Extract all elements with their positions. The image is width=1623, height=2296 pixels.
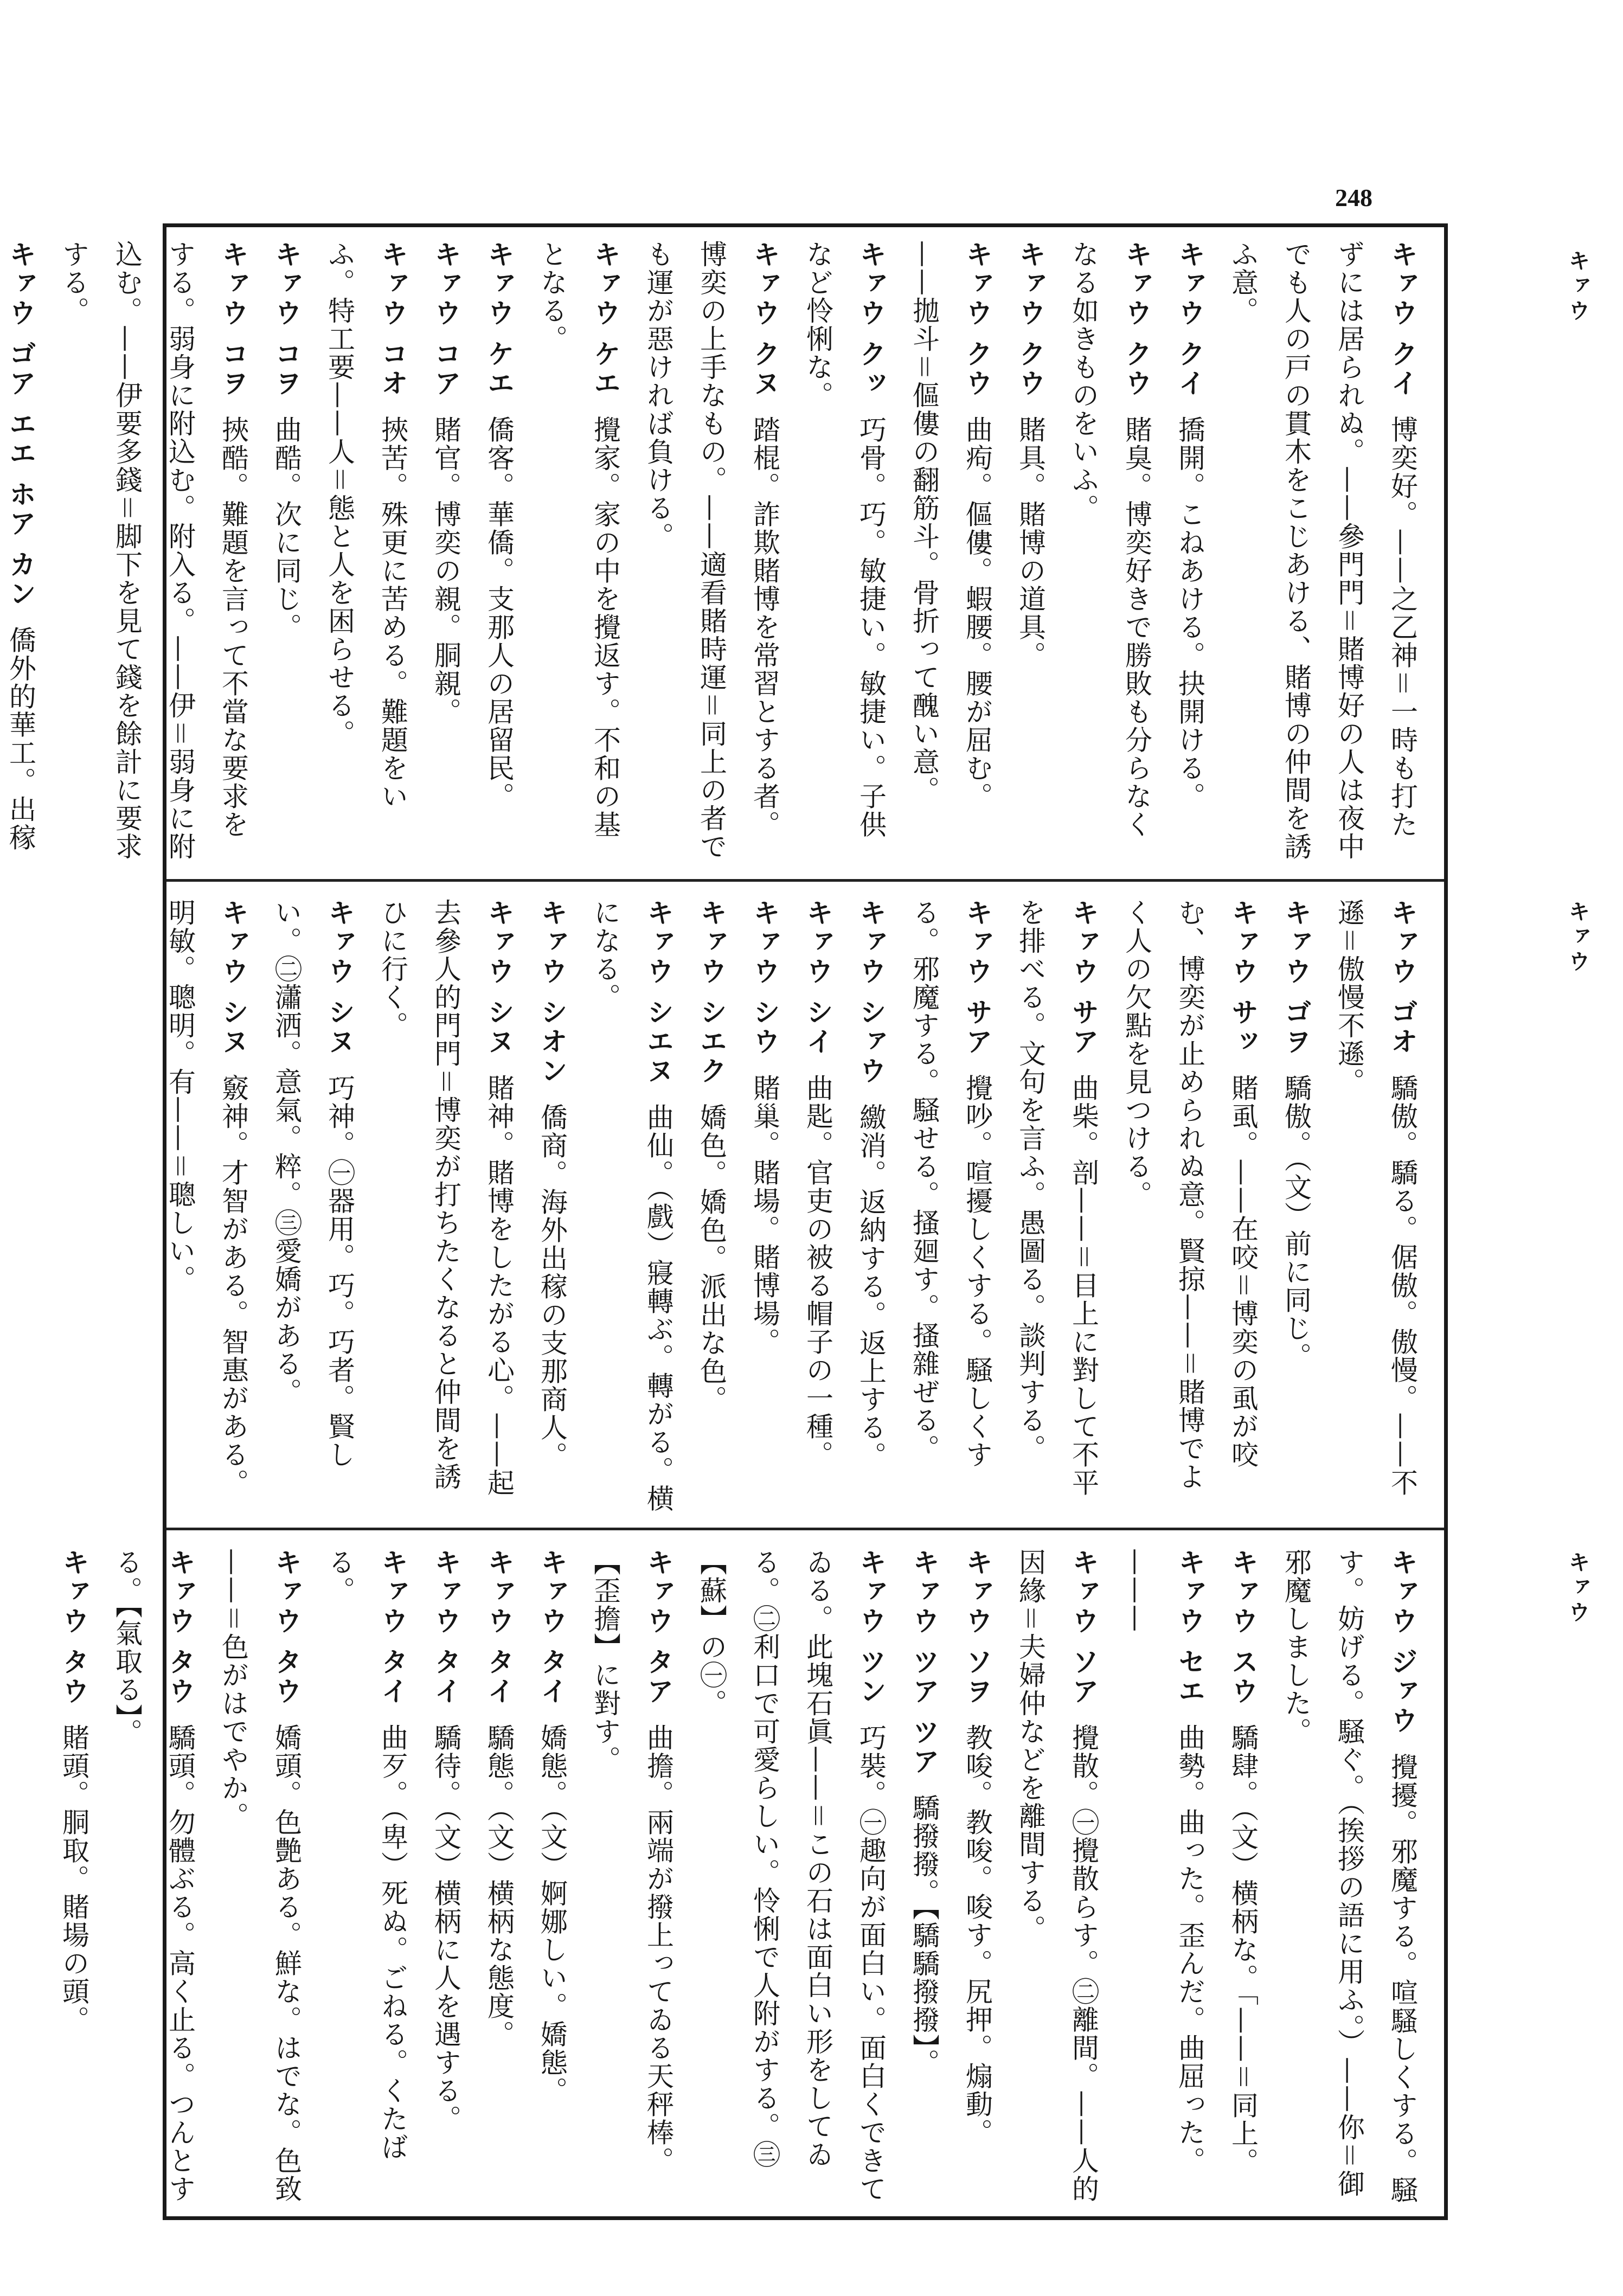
entry-headword: キァウ サア (961, 899, 993, 1057)
entry-headword: キァウ ゴア エエ ホア カン (5, 240, 37, 609)
running-head-middle: キァウ (1565, 900, 1590, 975)
entry-definition: 驕傲。驕る。倨傲。傲慢。——不遜＝傲慢不遜。 (1333, 899, 1418, 1497)
entry-definition: 驕傲。（文）前に同じ。 (1280, 1074, 1312, 1371)
dictionary-entry (1269, 899, 1323, 1513)
entry-definition: 曲柴。剖——＝目上に對して不平を排べる。文句を言ふ。愚圖る。談判する。 (1015, 899, 1099, 1497)
entry-headword: キァウ シヌ (217, 899, 249, 1057)
entry-headword: キァウ シァウ (855, 899, 887, 1086)
entry-headword: キァウ サア (1068, 899, 1100, 1057)
entry-headword: キァウ シヌ (483, 899, 515, 1057)
dictionary-entry (844, 899, 897, 1513)
entry-headword: キァウ ゴオ (1387, 899, 1419, 1057)
dictionary-entry (0, 240, 47, 866)
dictionary-entry (47, 1548, 100, 2207)
dictionary-entry (951, 1548, 1004, 2207)
page-number: 248 (1335, 184, 1372, 211)
entry-definition: 挾酷。難題を言って不當な要求をする。弱身に附込む。附入る。——伊＝弱身に附込む。——伊要多錢＝脚下を見て錢を餘計に要求する。 (58, 240, 249, 861)
entry-definition: 曲匙。官吏の被る帽子の一種。 (802, 1074, 833, 1469)
entry-headword: キァウ ケエ (589, 240, 621, 399)
entry-headword: キァウ クウ (1121, 240, 1153, 399)
entry-definition: 曲酷。次に同じ。 (271, 415, 302, 642)
entry-definition: 驕肆。（文）横柄な。「——＝同上。 (1227, 1723, 1259, 2176)
dictionary-entry (525, 899, 579, 1513)
entry-headword: キァウ シウ (749, 899, 781, 1057)
dictionary-entry (207, 1548, 313, 2207)
page-frame (5, 223, 1448, 2220)
entry-headword: キァウ ツア ツア (908, 1548, 940, 1776)
entry-definition: 驕待。（文）横柄に人を遇する。 (430, 1723, 461, 2133)
dictionary-entry (1163, 240, 1216, 866)
entry-column (164, 899, 1429, 1513)
entry-definition: 教唆。教唆。唆す。尻押。煽動。 (961, 1723, 993, 2147)
entry-definition: 賭虱。——在咬＝博奕の虱が咬む、博奕が止められぬ意。賢掠——＝賭博でよく人の欠點を見つける。 (1121, 899, 1259, 1491)
dictionary-entry (579, 899, 685, 1513)
dictionary-entry (1004, 1548, 1110, 2207)
dictionary-entry (1110, 1548, 1216, 2207)
entry-definition: 賭神。賭博をしたがる心。——起去參人的門門＝博奕が打ちたくなると仲間を誘ひに行く。 (377, 899, 515, 1497)
band-divider (166, 879, 1444, 882)
dictionary-entry (685, 899, 738, 1513)
entry-headword: キァウ タウ (164, 1548, 196, 1707)
entry-headword: キァウ タイ (377, 1548, 409, 1707)
entry-headword: キァウ クッ (855, 240, 887, 399)
entry-definition: 僑商。海外出稼の支那商人。 (536, 1103, 568, 1470)
dictionary-entry (260, 899, 366, 1513)
dictionary-entry (525, 240, 632, 866)
entry-headword: キァウ タウ (271, 1548, 303, 1707)
entry-definition: 驕撥撥。【驕驕撥撥】。 (908, 1793, 940, 2077)
dictionary-entry (47, 240, 260, 866)
entry-headword: キァウ タア (643, 1548, 675, 1707)
entry-headword: キァウ コヲ (217, 240, 249, 399)
entry-headword: キァウ コオ (377, 240, 409, 399)
entry-headword: キァウ ジァウ (1387, 1548, 1419, 1736)
dictionary-entry (100, 1548, 207, 2207)
entry-definition: 竅神。才智がある。智惠がある。明敏。聰明。有——＝聰しい。 (164, 899, 249, 1497)
entry-definition: 博奕好。——之乙神＝一時も打たずには居られぬ。——參門門＝賭博好の人は夜中でも人の戸の貫木をこじあける、賭博の仲間を誘ふ意。 (1227, 240, 1418, 861)
entry-definition: 曲歹。（卑）死ぬ。ごねる。くたばる。 (324, 1548, 408, 2162)
entry-definition: 僑客。華僑。支那人の居留民。 (483, 415, 515, 811)
dictionary-entry (1216, 1548, 1269, 2207)
entry-definition: 撟開。こねあける。抉開ける。 (1174, 415, 1205, 811)
dictionary-band-top (5, 227, 1444, 876)
entry-definition: 嬌態。（文）婀娜しい。嬌態。 (536, 1723, 568, 2105)
running-head-top: キァウ (1565, 249, 1590, 324)
entry-column (58, 1548, 1429, 2207)
dictionary-entry (1110, 899, 1269, 1513)
entry-definition: 賭臭。博奕好きで勝敗も分らなくなる如きものをいふ。 (1068, 240, 1152, 839)
entry-definition: 攪散。㊀攪散らす。㊁離間。——人的因緣＝夫婦仲などを離間する。 (1015, 1548, 1099, 2203)
entry-definition: 巧骨。巧。敏捷い。敏捷い。子供など怜悧な。 (802, 240, 887, 839)
dictionary-entry (791, 240, 897, 866)
entry-definition: 攪吵。喧擾しくする。騒しくする。邪魔する。騒せる。搔廻す。搔雜ぜる。 (908, 899, 993, 1469)
dictionary-entry (472, 1548, 525, 2207)
entry-definition: 挾苦。殊更に苦める。難題をいふ。特工要——人＝態と人を困らせる。 (324, 240, 408, 811)
dictionary-entry (897, 240, 1004, 866)
entry-definition: 賭頭。胴取。賭場の頭。 (58, 1723, 89, 2034)
entry-headword: キァウ シヌ (324, 899, 356, 1057)
dictionary-entry (313, 1548, 419, 2207)
entry-definition: 巧裝。㊀趣向が面白い。面白くできてゐる。此塊石眞——＝この石は面白い形をしてゐる。㊁利口で可愛らしい。怜悧で人附がする。㊂【蘇】の㊀。 (696, 1548, 887, 2203)
dictionary-entry (1057, 240, 1163, 866)
band-divider (166, 1528, 1444, 1530)
dictionary-entry (153, 899, 260, 1513)
dictionary-entry (579, 1548, 685, 2207)
entry-definition: 繳消。返納する。返上する。 (855, 1103, 887, 1470)
dictionary-entry (897, 899, 1004, 1513)
entry-headword: キァウ クイ (1174, 240, 1206, 399)
entry-headword: キァウ サッ (1227, 899, 1259, 1057)
dictionary-band-middle (166, 886, 1444, 1523)
entry-headword: キァウ シイ (802, 899, 834, 1057)
dictionary-band-bottom (58, 1535, 1444, 2216)
entry-definition: 曲擔。兩端が撥上ってゐる天秤棒。【歪擔】に對す。 (589, 1548, 674, 2175)
entry-definition: 賭巢。賭場。賭博場。 (749, 1074, 780, 1356)
entry-definition: 驕態。（文）横柄な態度。 (483, 1723, 515, 2049)
entry-headword: キァウ クウ (961, 240, 993, 399)
dictionary-entry (685, 1548, 897, 2207)
dictionary-entry (1004, 240, 1057, 866)
entry-headword: キァウ ゴヲ (1280, 899, 1312, 1057)
entry-definition: 曲仙。（戲）寢轉ぶ。轉がる。横になる。 (589, 899, 674, 1513)
entry-headword: キァウ ケエ (483, 240, 515, 399)
entry-definition: 賭具。賭博の道具。 (1015, 415, 1046, 670)
entry-definition: 驕頭。勿體ぶる。高く止る。つんとする。【氣取る】。 (111, 1548, 196, 2203)
dictionary-entry (525, 1548, 579, 2207)
dictionary-entry (1269, 1548, 1429, 2207)
dictionary-entry (366, 899, 525, 1513)
entry-headword: キァウ ソア (1068, 1548, 1100, 1707)
entry-definition: 嬌頭。色艶ある。鮮な。はでな。色致——＝色がはでやか。 (217, 1548, 302, 2203)
running-head-bottom: キァウ (1565, 1551, 1590, 1626)
dictionary-entry (632, 240, 791, 866)
entry-headword: キァウ コヲ (271, 240, 303, 399)
entry-headword: キァウ タイ (430, 1548, 462, 1707)
entry-headword: キァウ セエ (1174, 1548, 1206, 1707)
dictionary-entry (260, 240, 313, 866)
entry-headword: キァウ クウ (1015, 240, 1047, 399)
dictionary-entry (419, 240, 472, 866)
entry-headword: キァウ タイ (536, 1548, 568, 1707)
dictionary-entry (738, 899, 791, 1513)
entry-headword: キァウ タイ (483, 1548, 515, 1707)
dictionary-entry (1004, 899, 1110, 1513)
entry-definition: 巧神。㊀器用。巧。巧者。賢しい。㊁瀟洒。意氣。粹。㊂愛嬌がある。 (271, 899, 355, 1469)
dictionary-entry (791, 899, 844, 1513)
entry-headword: キァウ シエク (696, 899, 728, 1086)
entry-headword: キァウ クヌ (749, 240, 781, 399)
entry-column (5, 240, 1429, 866)
entry-headword: キァウ コア (430, 240, 462, 399)
entry-headword: キァウ シオン (536, 899, 568, 1086)
entry-definition: 僑外的華工。出稼 (5, 626, 36, 852)
entry-definition: 攪擾。邪魔する。喧騷しくする。騒す。妨げる。騒ぐ。（挨拶の語に用ふ。）——你＝御邪魔しました。 (1280, 1548, 1418, 2204)
entry-headword: キァウ タウ (58, 1548, 90, 1707)
dictionary-entry (419, 1548, 472, 2207)
entry-definition: 踏棍。詐欺賭博を常習とする者。博奕の上手なもの。——適看賭時運＝同上の者でも運が惡ければ負ける。 (643, 240, 780, 861)
entry-headword: キァウ ソヲ (961, 1548, 993, 1707)
dictionary-entry (1216, 240, 1429, 866)
entry-headword: キァウ クイ (1387, 240, 1419, 399)
entry-headword: キァウ シエヌ (643, 899, 675, 1086)
dictionary-entry (1323, 899, 1429, 1513)
dictionary-entry (472, 240, 525, 866)
entry-definition: 攪家。家の中を攪返す。不和の基となる。 (536, 240, 621, 839)
dictionary-entry (313, 240, 419, 866)
entry-headword: キァウ スウ (1227, 1548, 1259, 1707)
entry-definition: 曲勢。曲った。歪んだ。曲屈った。——— (1121, 1548, 1205, 2175)
entry-definition: 曲痀。傴僂。蝦腰。腰が屈む。——拋斗＝傴僂の翻筋斗。骨折って醜い意。 (908, 240, 993, 811)
entry-definition: 賭官。博奕の親。胴親。 (430, 415, 461, 726)
entry-definition: 嬌色。嬌色。派出な色。 (696, 1103, 727, 1414)
entry-headword: キァウ ツン (855, 1548, 887, 1707)
dictionary-entry (897, 1548, 951, 2207)
